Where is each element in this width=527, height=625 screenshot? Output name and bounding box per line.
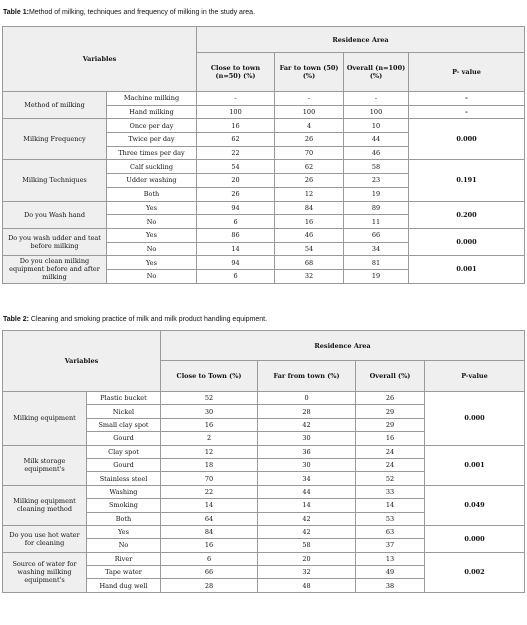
cell-overall: 58 [344, 160, 409, 174]
cell-overall: 46 [344, 146, 409, 160]
cell-pvalue: - [409, 92, 525, 106]
group-label: Source of water for washing milking equipment's [3, 552, 87, 592]
cell-pvalue: 0.001 [409, 256, 525, 283]
row-label: No [107, 215, 197, 229]
row-label: Yes [87, 525, 161, 538]
cell-close: 22 [161, 485, 258, 498]
cell-close: 30 [161, 405, 258, 418]
cell-overall: 29 [356, 418, 425, 431]
cell-far: 100 [275, 105, 344, 119]
table-row [3, 445, 525, 458]
table-row [3, 552, 525, 565]
group-label: Do you wash udder and teat before milking [3, 228, 107, 255]
cell-close: 14 [197, 242, 275, 256]
table2 [2, 330, 525, 593]
group-label: Milk storage equipment's [3, 445, 87, 485]
cell-far: 30 [258, 432, 356, 445]
cell-close: 64 [161, 512, 258, 525]
row-label: Clay spot [87, 445, 161, 458]
row-label: No [107, 242, 197, 256]
table2-header-residence: Residence Area [161, 331, 525, 361]
table1-caption-label: Table 1: [3, 9, 29, 16]
cell-close: 70 [161, 472, 258, 485]
cell-overall: 89 [344, 201, 409, 215]
row-label: Once per day [107, 119, 197, 133]
cell-overall: 13 [356, 552, 425, 565]
table-row [3, 228, 525, 242]
cell-overall: 37 [356, 539, 425, 552]
cell-pvalue: 0.002 [425, 552, 525, 592]
cell-close: 20 [197, 174, 275, 188]
cell-pvalue: 0.000 [425, 392, 525, 446]
cell-far: 0 [258, 392, 356, 405]
table2-header-pvalue: P-value [425, 361, 525, 392]
cell-overall: 53 [356, 512, 425, 525]
cell-close: - [197, 92, 275, 106]
cell-far: 42 [258, 525, 356, 538]
cell-overall: 63 [356, 525, 425, 538]
row-label: Gourd [87, 432, 161, 445]
row-label: Washing [87, 485, 161, 498]
cell-overall: - [344, 92, 409, 106]
table2-caption-label: Table 2: [3, 316, 29, 323]
table1-caption [3, 9, 255, 16]
row-label: Plastic bucket [87, 392, 161, 405]
cell-far: 32 [275, 269, 344, 283]
cell-close: 14 [161, 499, 258, 512]
cell-overall: 49 [356, 566, 425, 579]
cell-overall: 44 [344, 133, 409, 147]
group-label: Milking Techniques [3, 160, 107, 201]
cell-overall: 19 [344, 187, 409, 201]
cell-overall: 16 [356, 432, 425, 445]
group-label: Milking equipment cleaning method [3, 485, 87, 525]
cell-far: 4 [275, 119, 344, 133]
cell-overall: 52 [356, 472, 425, 485]
row-label: Small clay spot [87, 418, 161, 431]
table-row [3, 485, 525, 498]
table1 [2, 26, 525, 284]
row-label: River [87, 552, 161, 565]
cell-close: 16 [197, 119, 275, 133]
cell-pvalue: 0.200 [409, 201, 525, 228]
cell-far: 26 [275, 133, 344, 147]
cell-far: 54 [275, 242, 344, 256]
cell-close: 18 [161, 458, 258, 471]
group-label: Milking equipment [3, 392, 87, 446]
row-label: Three times per day [107, 146, 197, 160]
cell-close: 6 [197, 269, 275, 283]
table-row [3, 119, 525, 133]
cell-close: 12 [161, 445, 258, 458]
cell-overall: 10 [344, 119, 409, 133]
row-label: Both [107, 187, 197, 201]
table2-caption [3, 316, 267, 323]
group-label: Do you Wash hand [3, 201, 107, 228]
cell-overall: 11 [344, 215, 409, 229]
cell-overall: 100 [344, 105, 409, 119]
row-label: Gourd [87, 458, 161, 471]
table2-header-overall: Overall (%) [356, 361, 425, 392]
table1-header-variables: Variables [3, 27, 197, 92]
cell-overall: 26 [356, 392, 425, 405]
row-label: Hand dug well [87, 579, 161, 592]
cell-far: 42 [258, 418, 356, 431]
cell-close: 66 [161, 566, 258, 579]
table1-header-close: Close to town (n=50) (%) [197, 53, 275, 92]
row-label: Udder washing [107, 174, 197, 188]
cell-far: 48 [258, 579, 356, 592]
row-label: Stainless steel [87, 472, 161, 485]
row-label: Twice per day [107, 133, 197, 147]
cell-far: 62 [275, 160, 344, 174]
cell-far: 70 [275, 146, 344, 160]
cell-close: 54 [197, 160, 275, 174]
cell-overall: 81 [344, 256, 409, 270]
cell-overall: 24 [356, 445, 425, 458]
cell-overall: 34 [344, 242, 409, 256]
table2-header-variables: Variables [3, 331, 161, 392]
table2-body [3, 392, 525, 593]
cell-pvalue: 0.191 [409, 160, 525, 201]
cell-far: 44 [258, 485, 356, 498]
group-label: Method of milking [3, 92, 107, 119]
row-label: Yes [107, 201, 197, 215]
cell-close: 52 [161, 392, 258, 405]
table-row [3, 92, 525, 106]
row-label: Yes [107, 256, 197, 270]
cell-overall: 14 [356, 499, 425, 512]
table1-caption-text: Method of milking, techniques and frequency of milking in the study area. [28, 9, 256, 16]
cell-far: 36 [258, 445, 356, 458]
group-label: Do you use hot water for cleaning [3, 525, 87, 552]
cell-pvalue: 0.000 [425, 525, 525, 552]
cell-close: 26 [197, 187, 275, 201]
cell-close: 16 [161, 418, 258, 431]
table-row [3, 256, 525, 270]
row-label: Both [87, 512, 161, 525]
group-label: Milking Frequency [3, 119, 107, 160]
cell-far: 42 [258, 512, 356, 525]
cell-close: 84 [161, 525, 258, 538]
cell-close: 94 [197, 201, 275, 215]
table-row [3, 525, 525, 538]
cell-close: 16 [161, 539, 258, 552]
table-row [3, 201, 525, 215]
table-row [3, 160, 525, 174]
table2-header-close: Close to Town (%) [161, 361, 258, 392]
cell-close: 6 [161, 552, 258, 565]
cell-far: 46 [275, 228, 344, 242]
row-label: No [87, 539, 161, 552]
cell-far: 84 [275, 201, 344, 215]
cell-far: 68 [275, 256, 344, 270]
cell-far: 58 [258, 539, 356, 552]
cell-far: 14 [258, 499, 356, 512]
cell-pvalue: 0.001 [425, 445, 525, 485]
cell-pvalue: 0.000 [409, 228, 525, 255]
row-label: Yes [107, 228, 197, 242]
cell-overall: 66 [344, 228, 409, 242]
row-label: Machine milking [107, 92, 197, 106]
row-label: Smoking [87, 499, 161, 512]
cell-close: 94 [197, 256, 275, 270]
table1-header-pvalue: P- value [409, 53, 525, 92]
cell-close: 22 [197, 146, 275, 160]
cell-far: - [275, 92, 344, 106]
cell-close: 2 [161, 432, 258, 445]
cell-close: 86 [197, 228, 275, 242]
cell-pvalue: 0.049 [425, 485, 525, 525]
cell-close: 6 [197, 215, 275, 229]
row-label: Tape water [87, 566, 161, 579]
cell-overall: 33 [356, 485, 425, 498]
row-label: Nickel [87, 405, 161, 418]
cell-close: 62 [197, 133, 275, 147]
table1-header-far: Far to town (50) (%) [275, 53, 344, 92]
cell-close: 100 [197, 105, 275, 119]
table-row [3, 392, 525, 405]
cell-close: 28 [161, 579, 258, 592]
cell-far: 26 [275, 174, 344, 188]
table2-caption-text: Cleaning and smoking practice of milk and milk product handling equipment. [28, 316, 268, 323]
cell-overall: 29 [356, 405, 425, 418]
cell-overall: 23 [344, 174, 409, 188]
row-label: Hand milking [107, 105, 197, 119]
table2-header-far: Far from town (%) [258, 361, 356, 392]
cell-far: 16 [275, 215, 344, 229]
cell-overall: 38 [356, 579, 425, 592]
cell-pvalue: 0.000 [409, 119, 525, 160]
cell-far: 34 [258, 472, 356, 485]
cell-pvalue: - [409, 105, 525, 119]
table1-header-overall: Overall (n=100) (%) [344, 53, 409, 92]
group-label: Do you clean milking equipment before and after milking [3, 256, 107, 283]
table1-header-residence: Residence Area [197, 27, 525, 53]
table1-body [3, 92, 525, 284]
cell-far: 20 [258, 552, 356, 565]
row-label: Calf suckling [107, 160, 197, 174]
cell-far: 30 [258, 458, 356, 471]
cell-far: 28 [258, 405, 356, 418]
cell-far: 32 [258, 566, 356, 579]
cell-overall: 24 [356, 458, 425, 471]
cell-overall: 19 [344, 269, 409, 283]
cell-far: 12 [275, 187, 344, 201]
row-label: No [107, 269, 197, 283]
